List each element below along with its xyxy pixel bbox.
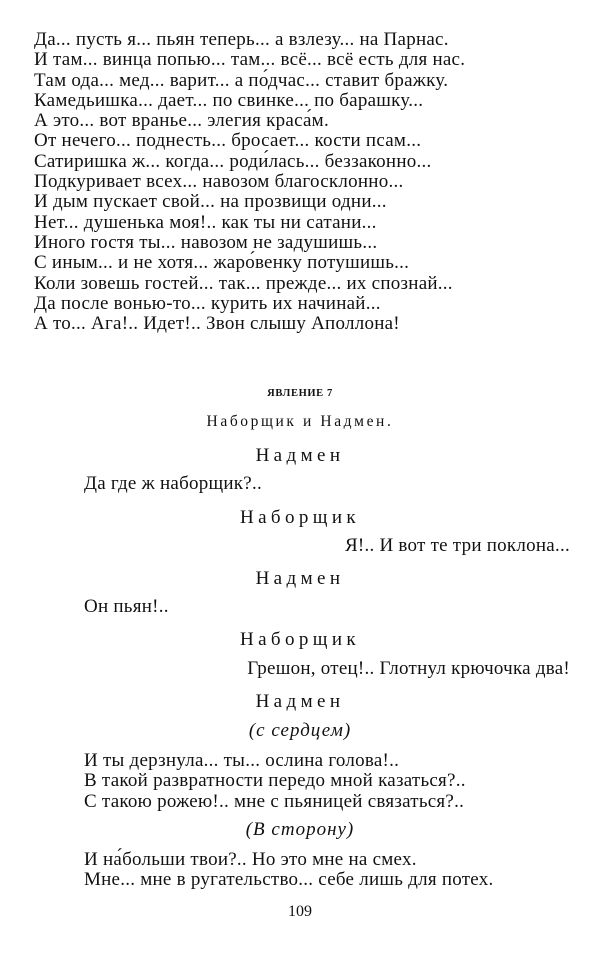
speech-block: [84, 751, 466, 812]
speech-line: Он пьян!..: [84, 596, 169, 617]
verse-line: А это... вот вранье... элегия краса́м.: [34, 110, 329, 132]
speech-line: Я!.. И вот те три поклона...: [344, 535, 570, 556]
verse-line: Иного гостя ты... навозом не задушишь...: [34, 231, 378, 253]
verse-line: И дым пускает свой... на прозвищи одни...: [34, 191, 387, 213]
speaker-name: Надмен: [255, 445, 345, 466]
scene-heading: ЯВЛЕНИЕ 7: [267, 388, 333, 399]
opening-verse: [34, 30, 594, 334]
speaker-name: Наборщик: [239, 629, 361, 650]
verse-line: Сатиришка ж... когда... роди́лась... беззаконно...: [34, 150, 432, 172]
verse-line: С иным... и не хотя... жаро́венку потушишь...: [34, 252, 410, 274]
page-number: 109: [288, 903, 312, 920]
scene-cast: Наборщик и Надмен.: [206, 413, 394, 430]
speech-line: Грешон, отец!.. Глотнул крючочка два!: [247, 658, 570, 679]
speech-line: Мне... мне в ругательство... себе лишь для потех.: [84, 869, 494, 891]
verse-line: А то... Ага!.. Идет!.. Звон слышу Аполлона!: [34, 313, 400, 335]
verse-line: Камедьишка... дает... по свинке... по барашку...: [34, 89, 424, 111]
speech-line: И ты дерзнула... ты... ослина голова!..: [84, 750, 400, 771]
stage-direction: (В сторону): [245, 819, 355, 840]
verse-line: Подкуривает всех... навозом благосклонно...: [34, 171, 404, 193]
speech-line: В такой развратности передо мной казаться?..: [84, 770, 466, 792]
verse-line: Там ода... мед... варит... а по́дчас... ставит бражку.: [34, 69, 449, 91]
speech-line: И на́больши твои?.. Но это мне на смех.: [84, 849, 417, 870]
speaker-name: Надмен: [255, 691, 345, 712]
verse-line: От нечего... поднесть... бросает... кости псам...: [34, 130, 422, 152]
verse-line: Коли зовешь гостей... так... прежде... их спознай...: [34, 272, 453, 294]
speech-line: С такою рожею!.. мне с пьяницей связаться?..: [84, 790, 465, 812]
verse-line: Да... пусть я... пьян теперь... а взлезу... на Парнас.: [34, 29, 449, 50]
verse-line: И там... винца попью... там... всё... всё есть для нас.: [34, 49, 466, 71]
stage-direction: (с сердцем): [248, 720, 352, 741]
speech-block: [84, 850, 493, 891]
verse-line: Нет... душенька моя!.. как ты ни сатани...: [34, 211, 377, 233]
speaker-name: Наборщик: [239, 507, 361, 528]
verse-line: Да после вонью-то... курить их начинай...: [34, 292, 381, 314]
speaker-name: Надмен: [255, 568, 345, 589]
speech-line: Да где ж наборщик?..: [84, 473, 262, 494]
